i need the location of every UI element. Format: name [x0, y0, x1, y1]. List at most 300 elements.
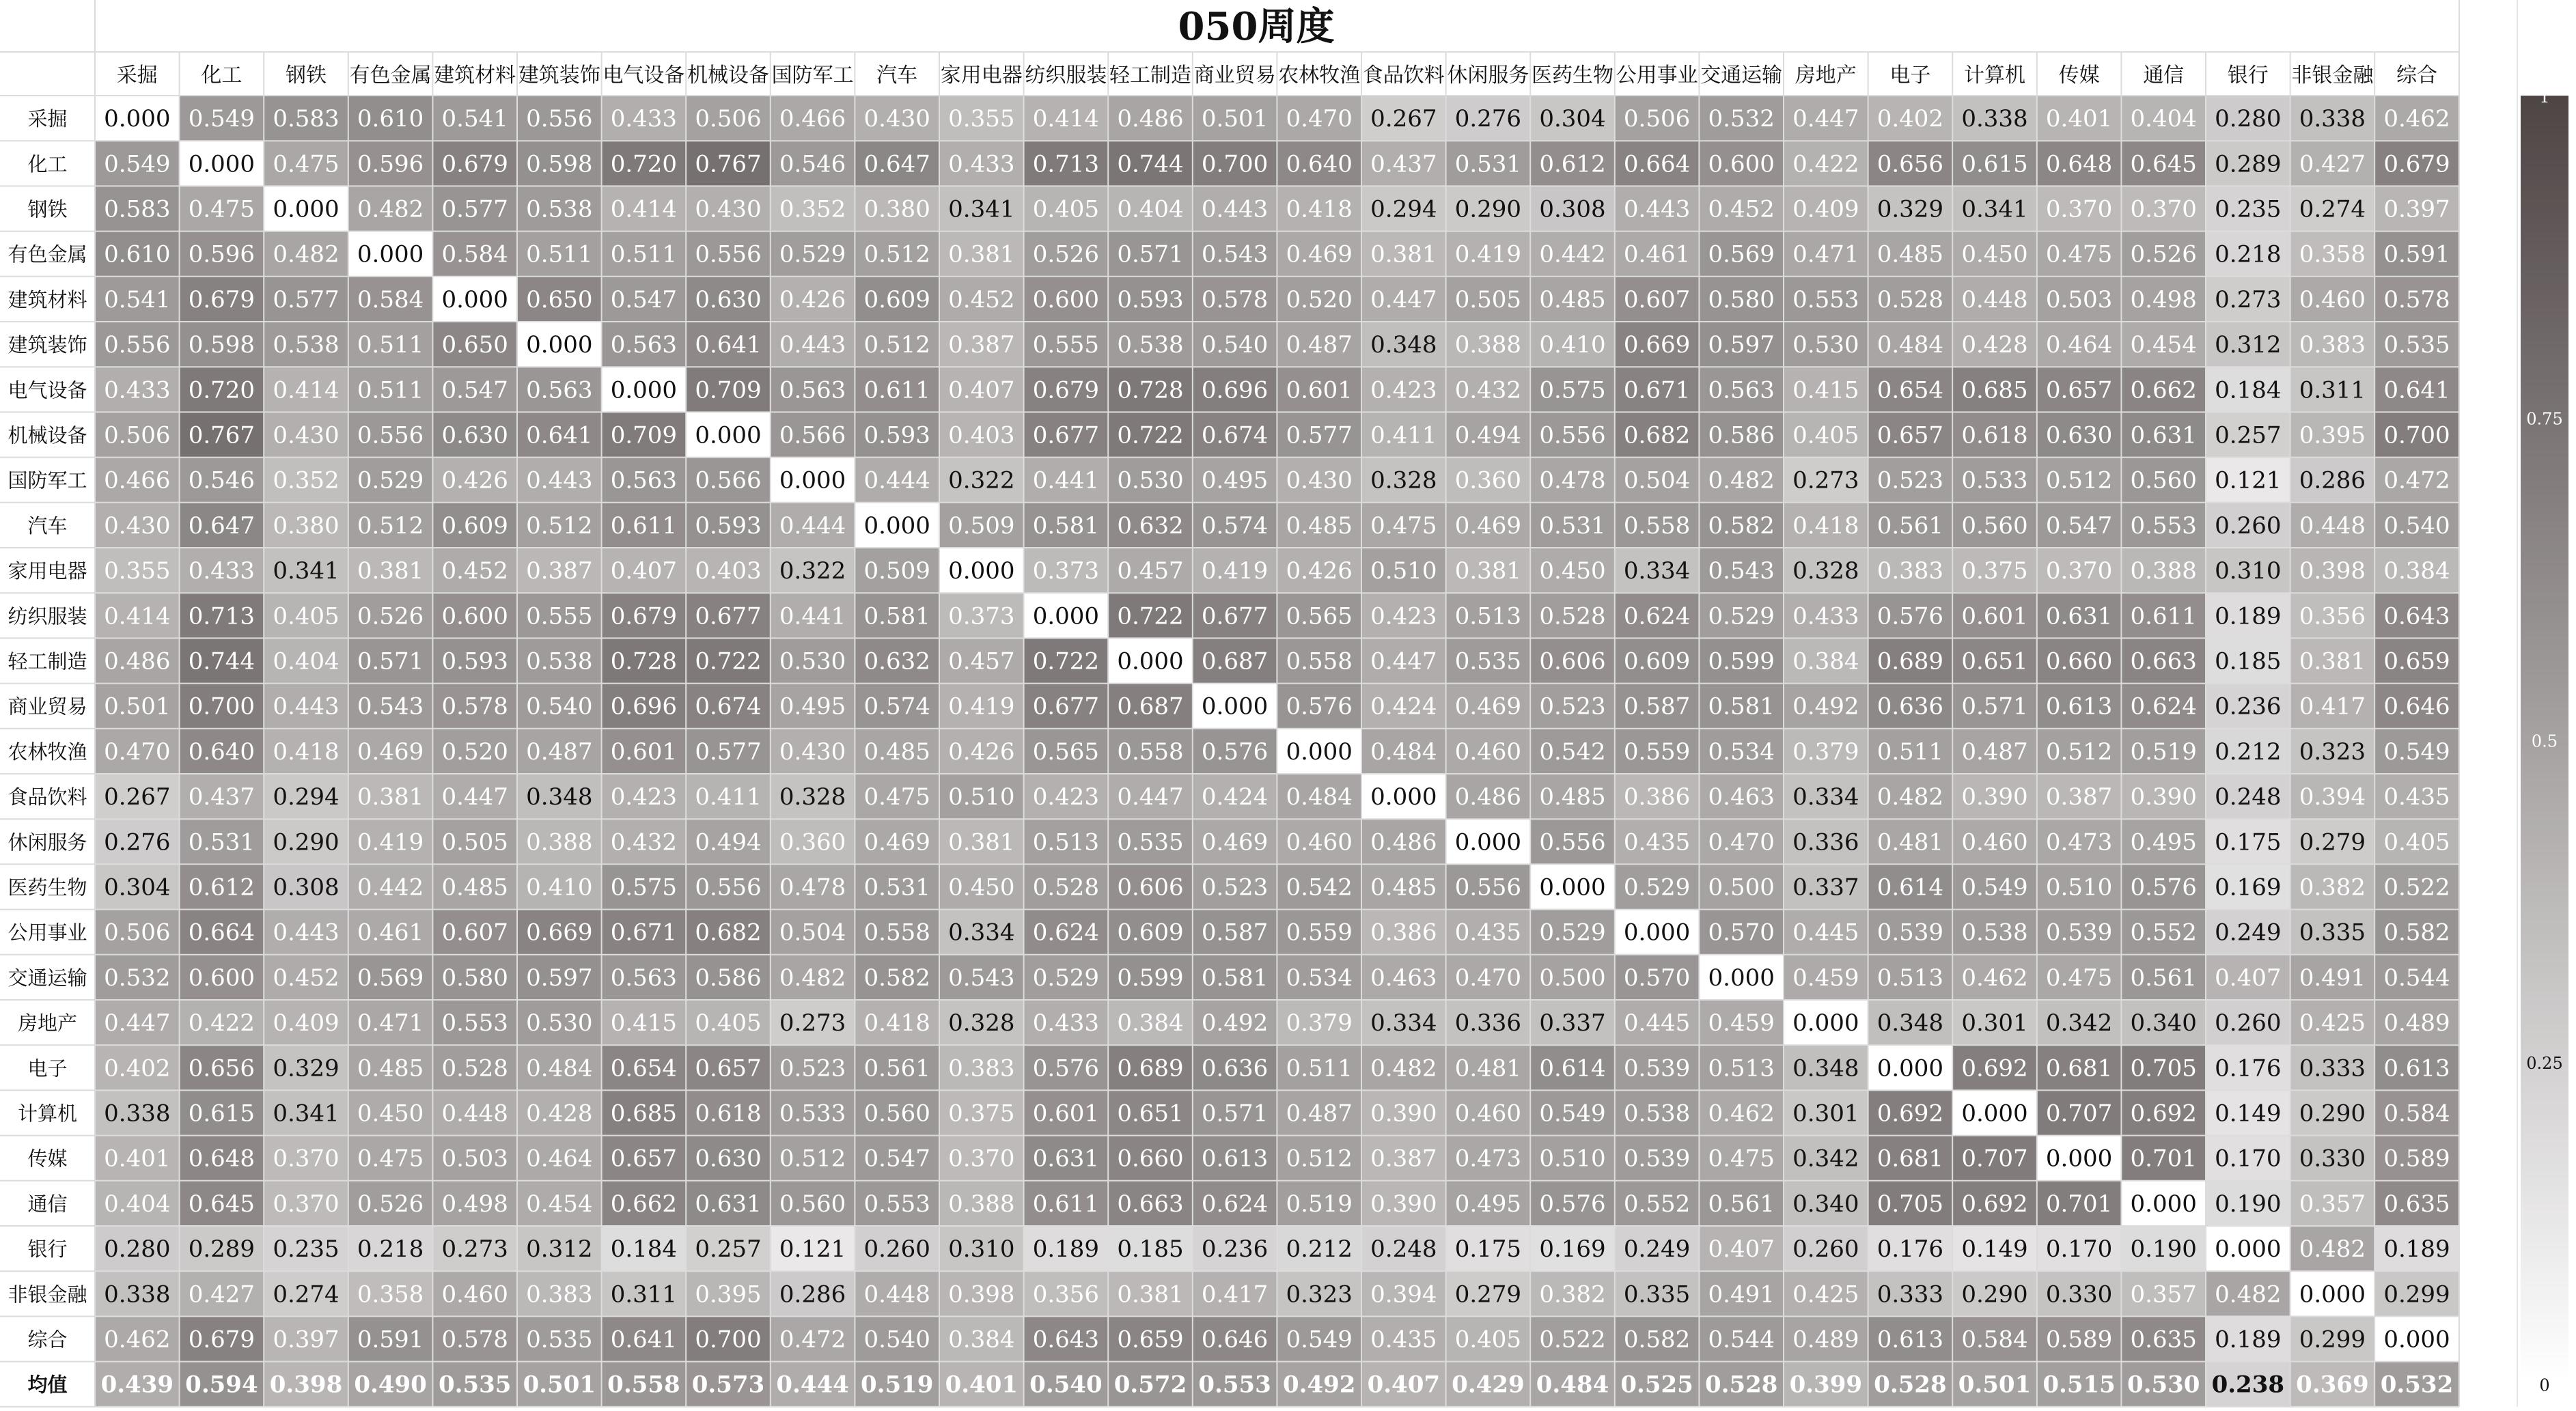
colorbar-segment: [2521, 1229, 2568, 1236]
cell-value-label: 0.641: [526, 421, 593, 449]
colorbar-segment: [2521, 624, 2568, 631]
cell-value-label: 0.587: [1623, 693, 1691, 721]
cell-value-label: 0.613: [2045, 693, 2113, 721]
cell-value-label: 0.248: [1370, 1235, 1437, 1263]
cell-value-label: 0.529: [1623, 874, 1691, 902]
cell-value-label: 0.535: [1454, 647, 1522, 675]
colorbar-segment: [2521, 772, 2568, 779]
cell-value-label: 0.556: [357, 421, 424, 449]
cell-value-label: 0.552: [1623, 1190, 1691, 1218]
cell-value-label: 0.681: [1876, 1145, 1944, 1173]
cell-value-label: 0.558: [1623, 512, 1691, 540]
cell-value-label: 0.532: [104, 964, 171, 992]
chart-title: 050周度: [1178, 4, 1335, 49]
cell-value-label: 0.322: [779, 557, 846, 585]
cell-value-label: 0.531: [1454, 150, 1522, 178]
colorbar-segment: [2521, 579, 2568, 586]
colorbar-segment: [2521, 476, 2568, 483]
colorbar-segment: [2521, 270, 2568, 277]
cell-value-label: 0.352: [779, 195, 846, 223]
cell-value-label: 0.329: [1876, 195, 1944, 223]
cell-value-label: 0.647: [863, 150, 930, 178]
cell-value-label: 0.530: [1792, 331, 1859, 359]
cell-value-label: 0.485: [1876, 240, 1944, 268]
cell-value-label: 0.767: [695, 150, 762, 178]
cell-value-label: 0.540: [1201, 331, 1269, 359]
row-label: 采掘: [27, 107, 68, 131]
cell-value-label: 0.000: [2299, 1281, 2366, 1309]
colorbar-segment: [2521, 340, 2568, 347]
cell-value-label: 0.645: [188, 1190, 255, 1218]
cell-value-label: 0.495: [2130, 828, 2197, 856]
cell-value-label: 0.705: [2130, 1054, 2197, 1082]
cell-value-label: 0.636: [1201, 1054, 1269, 1082]
cell-value-label: 0.460: [2299, 285, 2366, 313]
cell-value-label: 0.260: [2215, 1009, 2282, 1037]
cell-value-label: 0.492: [1201, 1009, 1269, 1037]
cell-value-label: 0.624: [2130, 693, 2197, 721]
cell-value-label: 0.342: [2045, 1009, 2113, 1037]
cell-value-label: 0.274: [2299, 195, 2366, 223]
colorbar-segment: [2521, 721, 2568, 727]
cell-value-label: 0.563: [1708, 376, 1775, 404]
row-label: 银行: [27, 1238, 68, 1261]
cell-value-label: 0.591: [357, 1326, 424, 1354]
cell-value-label: 0.679: [188, 1326, 255, 1354]
colorbar-segment: [2521, 1126, 2568, 1133]
cell-value-label: 0.679: [188, 285, 255, 313]
colorbar-tick-label: 0.25: [2526, 1054, 2563, 1074]
average-value-label: 0.525: [1620, 1371, 1693, 1399]
cell-value-label: 0.696: [610, 693, 678, 721]
cell-value-label: 0.511: [1286, 1054, 1353, 1082]
cell-value-label: 0.329: [273, 1054, 340, 1082]
cell-value-label: 0.435: [1623, 828, 1691, 856]
colorbar-segment: [2521, 901, 2568, 908]
column-header: 商业贸易: [1193, 64, 1276, 87]
cell-value-label: 0.290: [2299, 1100, 2366, 1128]
cell-value-label: 0.328: [1370, 466, 1437, 494]
cell-value-label: 0.383: [2299, 331, 2366, 359]
cell-value-label: 0.469: [1201, 828, 1269, 856]
cell-value-label: 0.432: [1454, 376, 1522, 404]
cell-value-label: 0.395: [695, 1281, 762, 1309]
cell-value-label: 0.475: [357, 1145, 424, 1173]
cell-value-label: 0.561: [863, 1054, 930, 1082]
colorbar-segment: [2521, 373, 2568, 380]
colorbar-segment: [2521, 218, 2568, 225]
cell-value-label: 0.450: [1539, 557, 1606, 585]
cell-value-label: 0.576: [1876, 602, 1944, 630]
column-header: 电气设备: [603, 64, 685, 87]
cell-value-label: 0.531: [188, 828, 255, 856]
cell-value-label: 0.593: [441, 647, 508, 675]
cell-value-label: 0.526: [357, 602, 424, 630]
cell-value-label: 0.574: [1201, 512, 1269, 540]
cell-value-label: 0.657: [2045, 376, 2113, 404]
colorbar-segment: [2521, 559, 2568, 566]
colorbar-segment: [2521, 811, 2568, 818]
cell-value-label: 0.409: [1792, 195, 1859, 223]
cell-value-label: 0.370: [273, 1145, 340, 1173]
cell-value-label: 0.384: [948, 1326, 1015, 1354]
cell-value-label: 0.422: [188, 1009, 255, 1037]
cell-value-label: 0.475: [273, 150, 340, 178]
colorbar-segment: [2521, 1352, 2568, 1359]
cell-value-label: 0.470: [1286, 105, 1353, 133]
cell-value-label: 0.520: [1286, 285, 1353, 313]
cell-value-label: 0.407: [948, 376, 1015, 404]
colorbar-segment: [2521, 398, 2568, 405]
cell-value-label: 0.445: [1792, 919, 1859, 947]
colorbar-segment: [2521, 604, 2568, 611]
cell-value-label: 0.543: [1708, 557, 1775, 585]
cell-value-label: 0.610: [104, 240, 171, 268]
cell-value-label: 0.360: [1454, 466, 1522, 494]
colorbar-segment: [2521, 1365, 2568, 1371]
cell-value-label: 0.540: [2383, 512, 2450, 540]
cell-value-label: 0.538: [273, 331, 340, 359]
cell-value-label: 0.405: [273, 602, 340, 630]
cell-value-label: 0.539: [2045, 919, 2113, 947]
cell-value-label: 0.576: [1286, 693, 1353, 721]
colorbar-segment: [2521, 199, 2568, 206]
cell-value-label: 0.576: [1032, 1054, 1100, 1082]
cell-value-label: 0.485: [1539, 285, 1606, 313]
colorbar-segment: [2521, 1339, 2568, 1346]
colorbar-segment: [2521, 830, 2568, 837]
cell-value-label: 0.414: [273, 376, 340, 404]
cell-value-label: 0.381: [948, 240, 1015, 268]
cell-value-label: 0.529: [1032, 964, 1100, 992]
cell-value-label: 0.000: [1032, 602, 1100, 630]
colorbar-segment: [2521, 122, 2568, 128]
cell-value-label: 0.728: [1117, 376, 1184, 404]
cell-value-label: 0.274: [273, 1281, 340, 1309]
cell-value-label: 0.563: [610, 466, 678, 494]
cell-value-label: 0.423: [1370, 602, 1437, 630]
cell-value-label: 0.333: [1876, 1281, 1944, 1309]
cell-value-label: 0.657: [1876, 421, 1944, 449]
cell-value-label: 0.606: [1117, 874, 1184, 902]
cell-value-label: 0.685: [610, 1100, 678, 1128]
average-value-label: 0.553: [1198, 1371, 1271, 1399]
cell-value-label: 0.547: [2045, 512, 2113, 540]
cell-value-label: 0.700: [2383, 421, 2450, 449]
cell-value-label: 0.500: [1708, 874, 1775, 902]
cell-value-label: 0.380: [863, 195, 930, 223]
colorbar-segment: [2521, 585, 2568, 592]
cell-value-label: 0.235: [2215, 195, 2282, 223]
cell-value-label: 0.582: [1623, 1326, 1691, 1354]
colorbar-segment: [2521, 1358, 2568, 1365]
cell-value-label: 0.437: [188, 783, 255, 811]
cell-value-label: 0.599: [1708, 647, 1775, 675]
cell-value-label: 0.671: [1623, 376, 1691, 404]
colorbar-segment: [2521, 321, 2568, 328]
cell-value-label: 0.696: [1201, 376, 1269, 404]
cell-value-label: 0.170: [2215, 1145, 2282, 1173]
cell-value-label: 0.381: [1370, 240, 1437, 268]
colorbar-segment: [2521, 1165, 2568, 1172]
cell-value-label: 0.494: [1454, 421, 1522, 449]
cell-value-label: 0.506: [695, 105, 762, 133]
average-value-label: 0.369: [2296, 1371, 2369, 1399]
cell-value-label: 0.290: [1961, 1281, 2028, 1309]
cell-value-label: 0.423: [1370, 376, 1437, 404]
cell-value-label: 0.486: [1454, 783, 1522, 811]
cell-value-label: 0.687: [1117, 693, 1184, 721]
cell-value-label: 0.648: [2045, 150, 2113, 178]
cell-value-label: 0.189: [2215, 602, 2282, 630]
column-header: 建筑装饰: [518, 64, 600, 87]
cell-value-label: 0.609: [1623, 647, 1691, 675]
colorbar-segment: [2521, 1159, 2568, 1166]
colorbar-segment: [2521, 334, 2568, 341]
cell-value-label: 0.000: [1201, 693, 1269, 721]
colorbar-segment: [2521, 869, 2568, 876]
cell-value-label: 0.260: [863, 1235, 930, 1263]
cell-value-label: 0.669: [526, 919, 593, 947]
colorbar-segment: [2521, 553, 2568, 560]
colorbar-segment: [2521, 688, 2568, 695]
cell-value-label: 0.744: [188, 647, 255, 675]
cell-value-label: 0.512: [863, 331, 930, 359]
cell-value-label: 0.511: [610, 240, 678, 268]
cell-value-label: 0.460: [1961, 828, 2028, 856]
average-value-label: 0.490: [354, 1371, 427, 1399]
colorbar-tick-label: 0: [2539, 1375, 2550, 1395]
cell-value-label: 0.387: [948, 331, 1015, 359]
cell-value-label: 0.559: [1623, 738, 1691, 766]
cell-value-label: 0.485: [1286, 512, 1353, 540]
colorbar-segment: [2521, 109, 2568, 115]
cell-value-label: 0.334: [1792, 783, 1859, 811]
cell-value-label: 0.450: [1961, 240, 2028, 268]
cell-value-label: 0.599: [1117, 964, 1184, 992]
cell-value-label: 0.445: [1623, 1009, 1691, 1037]
colorbar-segment: [2521, 637, 2568, 643]
column-header: 机械设备: [687, 64, 769, 87]
row-label: 电气设备: [8, 378, 87, 402]
average-value-label: 0.535: [438, 1371, 512, 1399]
cell-value-label: 0.486: [104, 647, 171, 675]
cell-value-label: 0.448: [441, 1100, 508, 1128]
cell-value-label: 0.273: [1792, 466, 1859, 494]
cell-value-label: 0.462: [1708, 1100, 1775, 1128]
colorbar-segment: [2521, 1345, 2568, 1352]
cell-value-label: 0.570: [1708, 919, 1775, 947]
cell-value-label: 0.538: [1961, 919, 2028, 947]
cell-value-label: 0.388: [2130, 557, 2197, 585]
cell-value-label: 0.189: [2215, 1326, 2282, 1354]
cell-value-label: 0.495: [779, 693, 846, 721]
cell-value-label: 0.466: [779, 105, 846, 133]
cell-value-label: 0.475: [1370, 512, 1437, 540]
cell-value-label: 0.260: [2215, 512, 2282, 540]
cell-value-label: 0.553: [2130, 512, 2197, 540]
colorbar-segment: [2521, 611, 2568, 618]
cell-value-label: 0.382: [2299, 874, 2366, 902]
cell-value-label: 0.512: [357, 512, 424, 540]
cell-value-label: 0.624: [1032, 919, 1100, 947]
cell-value-label: 0.578: [441, 693, 508, 721]
cell-value-label: 0.700: [1201, 150, 1269, 178]
colorbar-segment: [2521, 1088, 2568, 1095]
cell-value-label: 0.384: [1792, 647, 1859, 675]
cell-value-label: 0.443: [526, 466, 593, 494]
cell-value-label: 0.532: [1708, 105, 1775, 133]
cell-value-label: 0.540: [863, 1326, 930, 1354]
cell-value-label: 0.426: [1286, 557, 1353, 585]
cell-value-label: 0.487: [1961, 738, 2028, 766]
cell-value-label: 0.501: [1201, 105, 1269, 133]
cell-value-label: 0.407: [2215, 964, 2282, 992]
cell-value-label: 0.411: [695, 783, 762, 811]
cell-value-label: 0.679: [610, 602, 678, 630]
cell-value-label: 0.607: [441, 919, 508, 947]
cell-value-label: 0.388: [526, 828, 593, 856]
cell-value-label: 0.461: [1623, 240, 1691, 268]
cell-value-label: 0.417: [2299, 693, 2366, 721]
column-header: 交通运输: [1700, 64, 1783, 87]
colorbar-segment: [2521, 1300, 2568, 1307]
cell-value-label: 0.510: [948, 783, 1015, 811]
cell-value-label: 0.662: [2130, 376, 2197, 404]
cell-value-label: 0.472: [779, 1326, 846, 1354]
cell-value-label: 0.337: [1792, 874, 1859, 902]
column-header: 公用事业: [1616, 64, 1698, 87]
colorbar-segment: [2521, 244, 2568, 251]
colorbar-segment: [2521, 1216, 2568, 1223]
colorbar-segment: [2521, 328, 2568, 335]
cell-value-label: 0.615: [1961, 150, 2028, 178]
cell-value-label: 0.663: [1117, 1190, 1184, 1218]
row-label: 传媒: [27, 1147, 68, 1171]
colorbar-segment: [2521, 643, 2568, 650]
cell-value-label: 0.424: [1201, 783, 1269, 811]
cell-value-label: 0.553: [863, 1190, 930, 1218]
cell-value-label: 0.473: [2045, 828, 2113, 856]
cell-value-label: 0.348: [1876, 1009, 1944, 1037]
cell-value-label: 0.435: [1454, 919, 1522, 947]
cell-value-label: 0.553: [1792, 285, 1859, 313]
cell-value-label: 0.596: [357, 150, 424, 178]
cell-value-label: 0.511: [1876, 738, 1944, 766]
cell-value-label: 0.149: [1961, 1235, 2028, 1263]
cell-value-label: 0.414: [1032, 105, 1100, 133]
cell-value-label: 0.212: [2215, 738, 2282, 766]
row-label: 国防军工: [8, 469, 87, 492]
cell-value-label: 0.443: [273, 693, 340, 721]
colorbar-segment: [2521, 978, 2568, 985]
cell-value-label: 0.428: [1961, 331, 2028, 359]
row-label: 商业贸易: [8, 695, 87, 718]
cell-value-label: 0.383: [526, 1281, 593, 1309]
colorbar-segment: [2521, 695, 2568, 701]
cell-value-label: 0.390: [1370, 1100, 1437, 1128]
cell-value-label: 0.640: [188, 738, 255, 766]
column-header: 国防军工: [771, 64, 854, 87]
colorbar-segment: [2521, 1274, 2568, 1281]
cell-value-label: 0.370: [273, 1190, 340, 1218]
cell-value-label: 0.486: [1117, 105, 1184, 133]
cell-value-label: 0.000: [1623, 919, 1691, 947]
cell-value-label: 0.382: [1539, 1281, 1606, 1309]
row-label: 公用事业: [8, 921, 87, 945]
cell-value-label: 0.707: [2045, 1100, 2113, 1128]
cell-value-label: 0.336: [1792, 828, 1859, 856]
cell-value-label: 0.646: [2383, 693, 2450, 721]
cell-value-label: 0.000: [863, 512, 930, 540]
cell-value-label: 0.323: [2299, 738, 2366, 766]
cell-value-label: 0.511: [526, 240, 593, 268]
cell-value-label: 0.491: [2299, 964, 2366, 992]
colorbar-segment: [2521, 289, 2568, 296]
cell-value-label: 0.566: [779, 421, 846, 449]
cell-value-label: 0.447: [441, 783, 508, 811]
cell-value-label: 0.612: [188, 874, 255, 902]
cell-value-label: 0.299: [2383, 1281, 2450, 1309]
colorbar-segment: [2521, 1223, 2568, 1230]
cell-value-label: 0.679: [2383, 150, 2450, 178]
colorbar-segment: [2521, 591, 2568, 598]
cell-value-label: 0.692: [2130, 1100, 2197, 1128]
colorbar-segment: [2521, 482, 2568, 489]
colorbar-segment: [2521, 959, 2568, 966]
cell-value-label: 0.405: [1032, 195, 1100, 223]
cell-value-label: 0.612: [1539, 150, 1606, 178]
cell-value-label: 0.352: [273, 466, 340, 494]
cell-value-label: 0.286: [779, 1281, 846, 1309]
average-value-label: 0.528: [1704, 1371, 1778, 1399]
cell-value-label: 0.631: [2045, 602, 2113, 630]
column-header: 非银金融: [2291, 64, 2374, 87]
cell-value-label: 0.531: [1539, 512, 1606, 540]
cell-value-label: 0.539: [1623, 1145, 1691, 1173]
colorbar-segment: [2521, 566, 2568, 573]
row-label: 非银金融: [8, 1283, 87, 1307]
column-header: 纺织服装: [1025, 64, 1107, 87]
cell-value-label: 0.338: [2299, 105, 2366, 133]
cell-value-label: 0.290: [273, 828, 340, 856]
cell-value-label: 0.576: [2130, 874, 2197, 902]
cell-value-label: 0.000: [2045, 1145, 2113, 1173]
column-header: 电子: [1889, 64, 1931, 87]
cell-value-label: 0.447: [1370, 647, 1437, 675]
colorbar-segment: [2521, 1332, 2568, 1339]
row-label: 汽车: [27, 514, 68, 537]
cell-value-label: 0.601: [610, 738, 678, 766]
cell-value-label: 0.674: [695, 693, 762, 721]
cell-value-label: 0.615: [188, 1100, 255, 1128]
cell-value-label: 0.485: [1539, 783, 1606, 811]
cell-value-label: 0.425: [2299, 1009, 2366, 1037]
cell-value-label: 0.381: [1454, 557, 1522, 585]
cell-value-label: 0.457: [948, 647, 1015, 675]
cell-value-label: 0.000: [695, 421, 762, 449]
cell-value-label: 0.492: [1792, 693, 1859, 721]
colorbar-segment: [2521, 759, 2568, 766]
cell-value-label: 0.000: [441, 285, 508, 313]
row-label: 化工: [27, 152, 68, 176]
cell-value-label: 0.709: [695, 376, 762, 404]
cell-value-label: 0.457: [1117, 557, 1184, 585]
cell-value-label: 0.526: [357, 1190, 424, 1218]
cell-value-label: 0.584: [2383, 1100, 2450, 1128]
cell-value-label: 0.409: [273, 1009, 340, 1037]
colorbar-segment: [2521, 135, 2568, 141]
